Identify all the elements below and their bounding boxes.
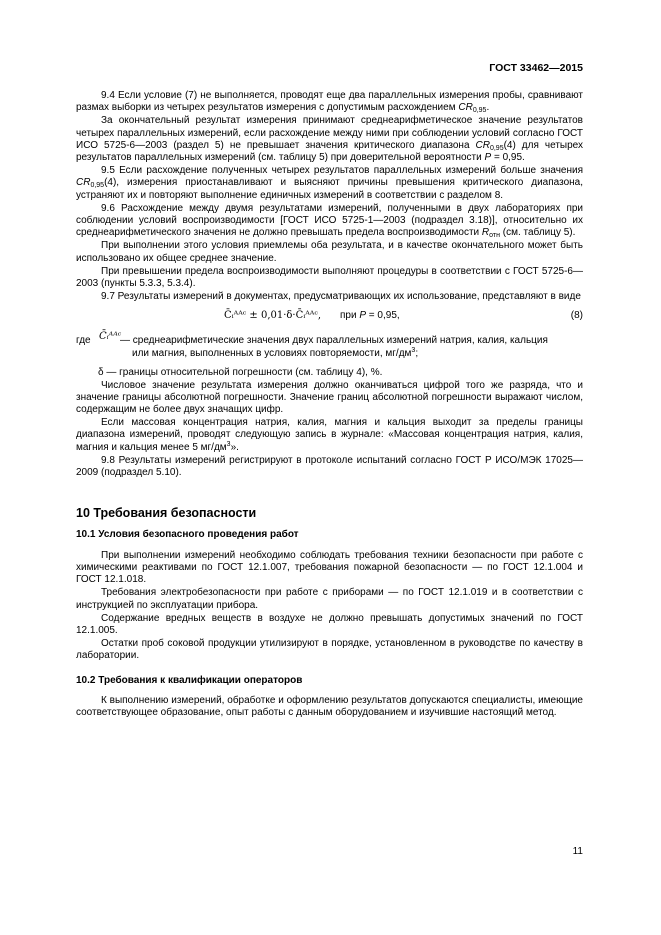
formula-condition: при P = 0,95, [340,310,400,322]
legend-where-label: где [76,335,91,347]
page-number: 11 [572,846,583,857]
document-body [76,90,583,720]
paragraph-10-1-chemicals: При выполнении измерений необходимо соблюдать требования техники безопасности при работе с химическими реактивами по ГОСТ 12.1.007, требования пожарной безопасности — по ГОСТ 12.1.004 и ГОСТ 12.1.018. [76,549,583,586]
paragraph-9-5: 9.5 Если расхождение полученных четырех результатов параллельных измерений больше значения $CR_{0,95}(4)$, измерения приостанавливают и выясняют причины превышения критического диапазона, устраняют их и повторяют выполнение единичных измерений в соответствии с разделом 8. [76,165,583,201]
formula-8 [76,305,583,329]
legend-symbol: C̄ᵢᴬᴬᶜ [99,331,122,343]
formula-legend [76,329,583,367]
paragraph-9-7-rounding: Числовое значение результата измерения должно оканчиваться цифрой того же разряда, что и значение границы абсолютной погрешности. Значение границ абсолютной погрешности выражают числом, содержащим не более двух значащих цифр. [76,379,583,416]
paragraph-9-6-exceeded: При превышении предела воспроизводимости выполняют процедуры в соответствии с ГОСТ 5725-6—2003 (пункты 5.3.3, 5.3.4). [76,265,583,290]
subsection-10-1-title: 10.1 Условия безопасного проведения работ [76,529,299,541]
paragraph-10-1-disposal: Остатки проб соковой продукции утилизируют в порядке, установленном в руководстве по качеству в лаборатории. [76,638,583,662]
paragraph-9-7: 9.7 Результаты измерений в документах, предусматривающих их использование, представляют в виде [101,291,581,303]
formula-number: (8) [570,310,583,322]
paragraph-10-1-air: Содержание вредных веществ в воздухе не должно превышать допустимых значений по ГОСТ 12.1.005. [76,612,583,636]
paragraph-9-4: 9.4 Если условие (7) не выполняется, проводят еще два параллельных измерения пробы, сравнивают размах выборки из четырех результатов измерения с допустимым расхождением $CR_{0,95}$. [76,90,583,115]
document-header-id: ГОСТ 33462—2015 [489,62,583,74]
paragraph-9-4-final-result: За окончательный результат измерения принимают среднеарифметическое значение результатов четырех параллельных измерений, если расхождение между ними при соблюдении условий согласно ГОСТ ИСО 5725-6—2003 (раздел 5) не превышает значения критического диапазона $CR_{0,95}(4)$ для четырех результатов параллельных измерений (см. таблицу 5) при доверительной вероятности P = 0,95. [76,115,583,164]
paragraph-9-8: 9.8 Результаты измерений регистрируют в протоколе испытаний согласно ГОСТ Р ИСО/МЭК 17025—2009 (подраздел 5.10). [76,454,583,479]
section-10-title: 10 Требования безопасности [76,506,257,521]
formula-expression: C̄ᵢᴬᴬᶜ ± 0,01·δ·C̄ᵢᴬᴬᶜ, [224,310,321,322]
paragraph-10-2-qualification: К выполнению измерений, обработке и оформлению результатов допускаются специалисты, имеющие соответствующее образование, опыт работы с данным оборудованием и изучившие настоящий метод. [76,694,583,718]
legend-definition: — среднеарифметические значения двух параллельных измерений натрия, калия, кальция или магния, выполненных в условиях повторяемости, $мг/дм^3$; [120,335,548,359]
paragraph-9-6-acceptable: При выполнении этого условия приемлемы оба результата, и в качестве окончательного может быть использовано их общее среднее значение. [76,240,583,264]
legend-delta: δ — границы относительной погрешности (см. таблицу 4), %. [98,367,383,379]
subsection-10-2-title: 10.2 Требования к квалификации операторов [76,674,303,686]
paragraph-9-6: 9.6 Расхождение между двумя результатами измерений, полученными в двух лабораториях при соблюдении условий воспроизводимости [ГОСТ ИСО 5725-1—2003 (подраздел 3.18)], относительно их среднеарифметического значения не должно превышать предела воспроизводимости $R_{отн}$ (см. таблицу 5). [76,202,583,240]
paragraph-10-1-electrical: Требования электробезопасности при работе с приборами — по ГОСТ 12.1.019 и в соответствии с инструкцией по эксплуатации прибора. [76,587,583,611]
paragraph-9-7-out-of-range: Если массовая концентрация натрия, калия, магния и кальция выходит за пределы границы диапазона измерений, проводят следующую запись в журнале: «Массовая концентрация натрия, калия, магния и кальция менее 5 $мг/дм^3$». [76,417,583,453]
